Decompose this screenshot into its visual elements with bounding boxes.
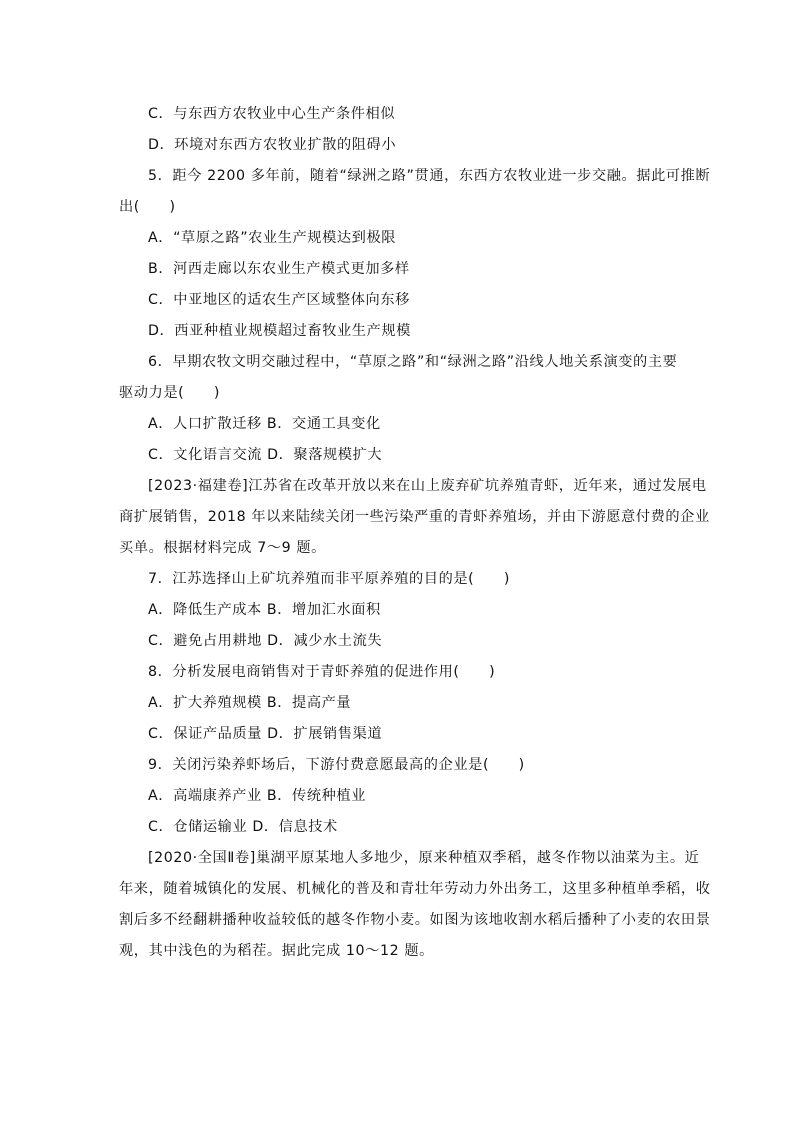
- material-2023-cont: 商扩展销售，2018 年以来陆续关闭一些污染严重的青虾养殖场，并由下游愿意付费的企业: [119, 509, 710, 525]
- material-2023: [2023·福建卷]江苏省在改革开放以来在山上废弃矿坑养殖青虾，近年来，通过发展电: [148, 478, 707, 494]
- material-2020-cont: 观，其中浅色的为稻茬。据此完成 10～12 题。: [119, 943, 434, 959]
- options-cd: C．文化语言交流 D．聚落规模扩大: [148, 447, 383, 463]
- option-b: B．河西走廊以东农业生产模式更加多样: [148, 261, 410, 277]
- question-6-cont: 驱动力是( ): [119, 385, 220, 401]
- material-2020-cont: 年来，随着城镇化的发展、机械化的普及和青壮年劳动力外出务工，这里多种植单季稻，收: [119, 881, 711, 897]
- option-a: A．“草原之路”农业生产规模达到极限: [148, 230, 397, 246]
- option-d: D．环境对东西方农牧业扩散的阻碍小: [148, 137, 397, 153]
- options-cd: C．避免占用耕地 D．减少水土流失: [148, 633, 383, 649]
- question-7: 7．江苏选择山上矿坑养殖而非平原养殖的目的是( ): [148, 571, 511, 587]
- options-ab: A．降低生产成本 B．增加汇水面积: [148, 602, 381, 618]
- question-5-cont: 出( ): [119, 199, 176, 215]
- option-d: D．西亚种植业规模超过畜牧业生产规模: [148, 323, 411, 339]
- material-2020: [2020·全国Ⅱ卷]巢湖平原某地人多地少，原来种植双季稻，越冬作物以油菜为主。近: [148, 850, 700, 866]
- options-cd: C．保证产品质量 D．扩展销售渠道: [148, 726, 383, 742]
- options-ab: A．人口扩散迁移 B．交通工具变化: [148, 416, 381, 432]
- question-5: 5．距今 2200 多年前，随着“绿洲之路”贯通，东西方农牧业进一步交融。据此可推断: [148, 168, 711, 184]
- question-8: 8．分析发展电商销售对于青虾养殖的促进作用( ): [148, 664, 496, 680]
- options-ab: A．扩大养殖规模 B．提高产量: [148, 695, 352, 711]
- options-cd: C．仓储运输业 D．信息技术: [148, 819, 338, 835]
- material-2020-cont: 割后多不经翻耕播种收益较低的越冬作物小麦。如图为该地收割水稻后播种了小麦的农田景: [119, 912, 711, 928]
- option-c: C．与东西方农牧业中心生产条件相似: [148, 106, 396, 122]
- material-2023-cont: 买单。根据材料完成 7～9 题。: [119, 540, 326, 556]
- question-6: 6．早期农牧文明交融过程中，“草原之路”和“绿洲之路”沿线人地关系演变的主要: [148, 354, 678, 370]
- question-9: 9．关闭污染养虾场后，下游付费意愿最高的企业是( ): [148, 757, 525, 773]
- option-c: C．中亚地区的适农生产区域整体向东移: [148, 292, 410, 308]
- options-ab: A．高端康养产业 B．传统种植业: [148, 788, 366, 804]
